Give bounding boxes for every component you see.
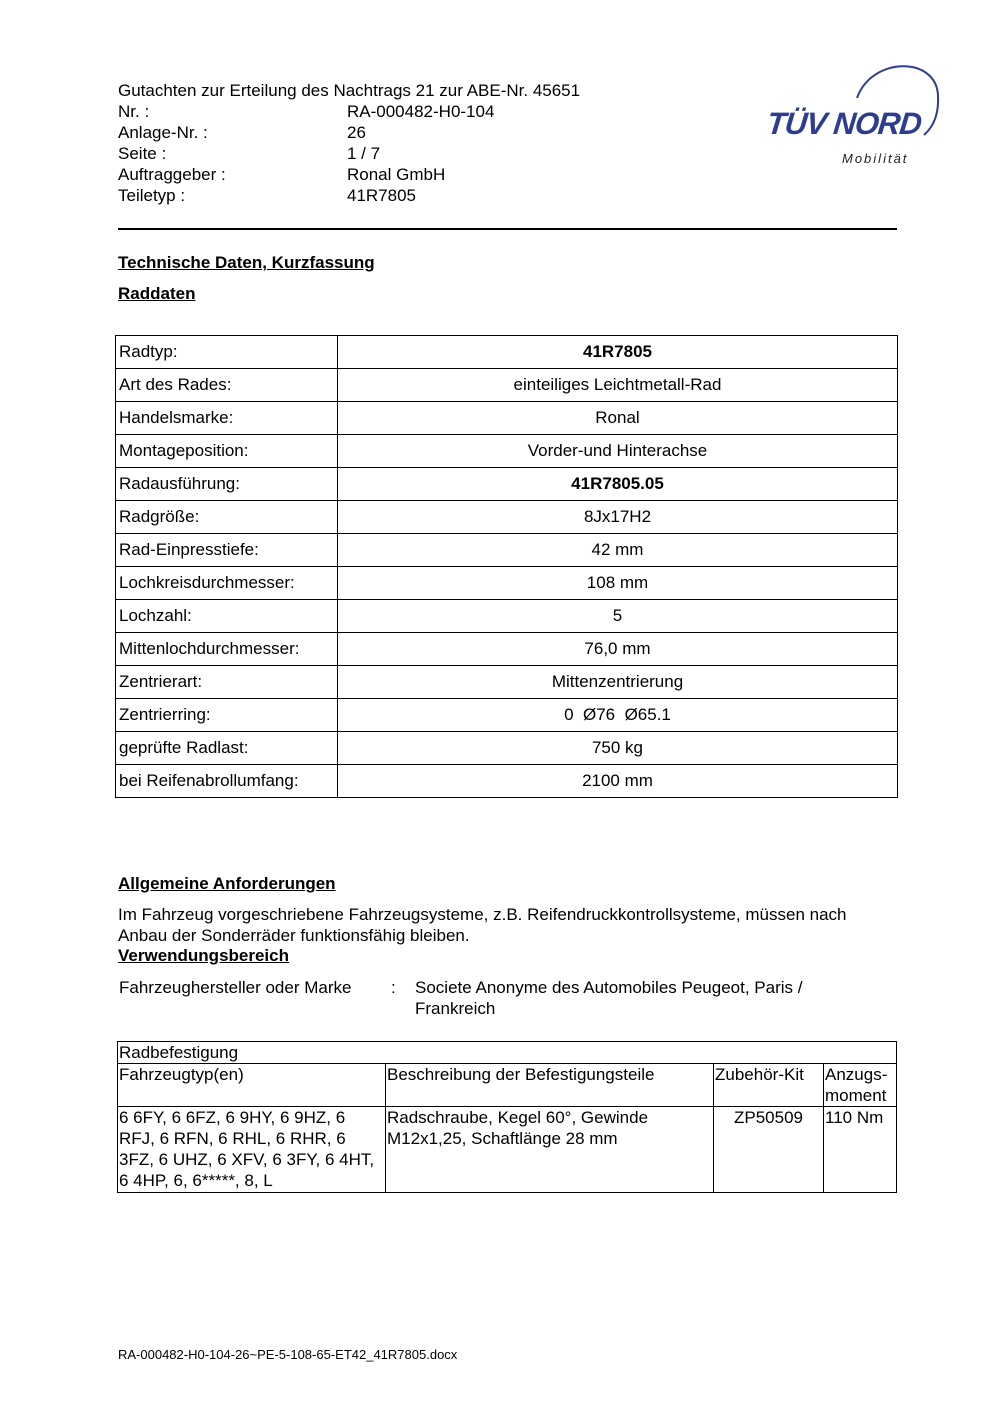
header-title: Gutachten zur Erteilung des Nachtrags 21 zur ABE-Nr. 45651 xyxy=(118,81,581,100)
verwendung-value: Societe Anonyme des Automobiles Peugeot, Paris / Frankreich xyxy=(415,978,803,1018)
table-row: Radtyp: 41R7805 xyxy=(116,336,898,369)
table-row: Lochkreisdurchmesser: 108 mm xyxy=(116,567,898,600)
col-header-zubehoer-kit: Zubehör-Kit xyxy=(714,1064,824,1107)
cell-anzugsmoment: 110 Nm xyxy=(824,1107,897,1193)
table-row: Mittenlochdurchmesser: 76,0 mm xyxy=(116,633,898,666)
table-row: Handelsmarke: Ronal xyxy=(116,402,898,435)
table-row xyxy=(118,1107,897,1193)
table-row: Zentrierart: Mittenzentrierung xyxy=(116,666,898,699)
verwendung-row xyxy=(119,977,855,1019)
col-header-fahrzeugtyp: Fahrzeugtyp(en) xyxy=(118,1064,386,1107)
radbefestigung-table xyxy=(117,1041,897,1193)
heading-allgemeine-anforderungen: Allgemeine Anforderungen xyxy=(118,874,336,893)
table-row: bei Reifenabrollumfang: 2100 mm xyxy=(116,765,898,798)
table-caption-row xyxy=(118,1042,897,1064)
table-row: Radgröße: 8Jx17H2 xyxy=(116,501,898,534)
table-row: Zentrierring: 0 Ø76 Ø65.1 xyxy=(116,699,898,732)
document-header xyxy=(118,80,580,206)
footer-filename: RA-000482-H0-104-26~PE-5-108-65-ET42_41R7805.docx xyxy=(118,1347,458,1362)
table-header-row xyxy=(118,1064,897,1107)
header-field-anlage: Anlage-Nr. : 26 xyxy=(118,123,366,142)
radbefestigung-caption: Radbefestigung xyxy=(118,1042,897,1064)
heading-verwendungsbereich: Verwendungsbereich xyxy=(118,946,289,965)
cell-beschreibung: Radschraube, Kegel 60°, Gewinde M12x1,25, Schaftlänge 28 mm xyxy=(386,1107,714,1193)
table-row: Art des Rades: einteiliges Leichtmetall-Rad xyxy=(116,369,898,402)
verwendung-colon: : xyxy=(391,978,396,997)
header-divider xyxy=(118,228,897,230)
verwendung-label: Fahrzeughersteller oder Marke xyxy=(119,978,352,997)
heading-technische-daten: Technische Daten, Kurzfassung xyxy=(118,253,375,272)
tuev-nord-logo xyxy=(762,58,942,173)
table-row: geprüfte Radlast: 750 kg xyxy=(116,732,898,765)
header-field-teiletyp: Teiletyp : 41R7805 xyxy=(118,186,417,205)
cell-zubehoer-kit: ZP50509 xyxy=(714,1107,824,1193)
col-header-anzugsmoment: Anzugs-moment xyxy=(824,1064,897,1107)
header-field-auftraggeber: Auftraggeber : Ronal GmbH xyxy=(118,165,446,184)
logo-brand: TÜV NORD xyxy=(765,106,923,141)
heading-raddaten: Raddaten xyxy=(118,284,196,303)
header-field-seite: Seite : 1 / 7 xyxy=(118,144,381,163)
table-row: Montageposition: Vorder-und Hinterachse xyxy=(116,435,898,468)
table-row: Lochzahl: 5 xyxy=(116,600,898,633)
table-row: Rad-Einpresstiefe: 42 mm xyxy=(116,534,898,567)
allgemeine-text: Im Fahrzeug vorgeschriebene Fahrzeugsysteme, z.B. Reifendruckkontrollsysteme, müssen nach Anbau der Sonderräder funktionsfähig bleiben. xyxy=(118,905,847,945)
raddaten-table xyxy=(115,335,898,798)
table-row: Radausführung: 41R7805.05 xyxy=(116,468,898,501)
logo-subtitle: Mobilität xyxy=(842,151,909,166)
header-field-nr: Nr. : RA-000482-H0-104 xyxy=(118,102,495,121)
cell-fahrzeugtypen: 6 6FY, 6 6FZ, 6 9HY, 6 9HZ, 6 RFJ, 6 RFN, 6 RHL, 6 RHR, 6 3FZ, 6 UHZ, 6 XFV, 6 3FY, 6 4HT, 6 4HP, 6, 6*****, 8, L xyxy=(118,1107,386,1193)
col-header-beschreibung: Beschreibung der Befestigungsteile xyxy=(386,1064,714,1107)
